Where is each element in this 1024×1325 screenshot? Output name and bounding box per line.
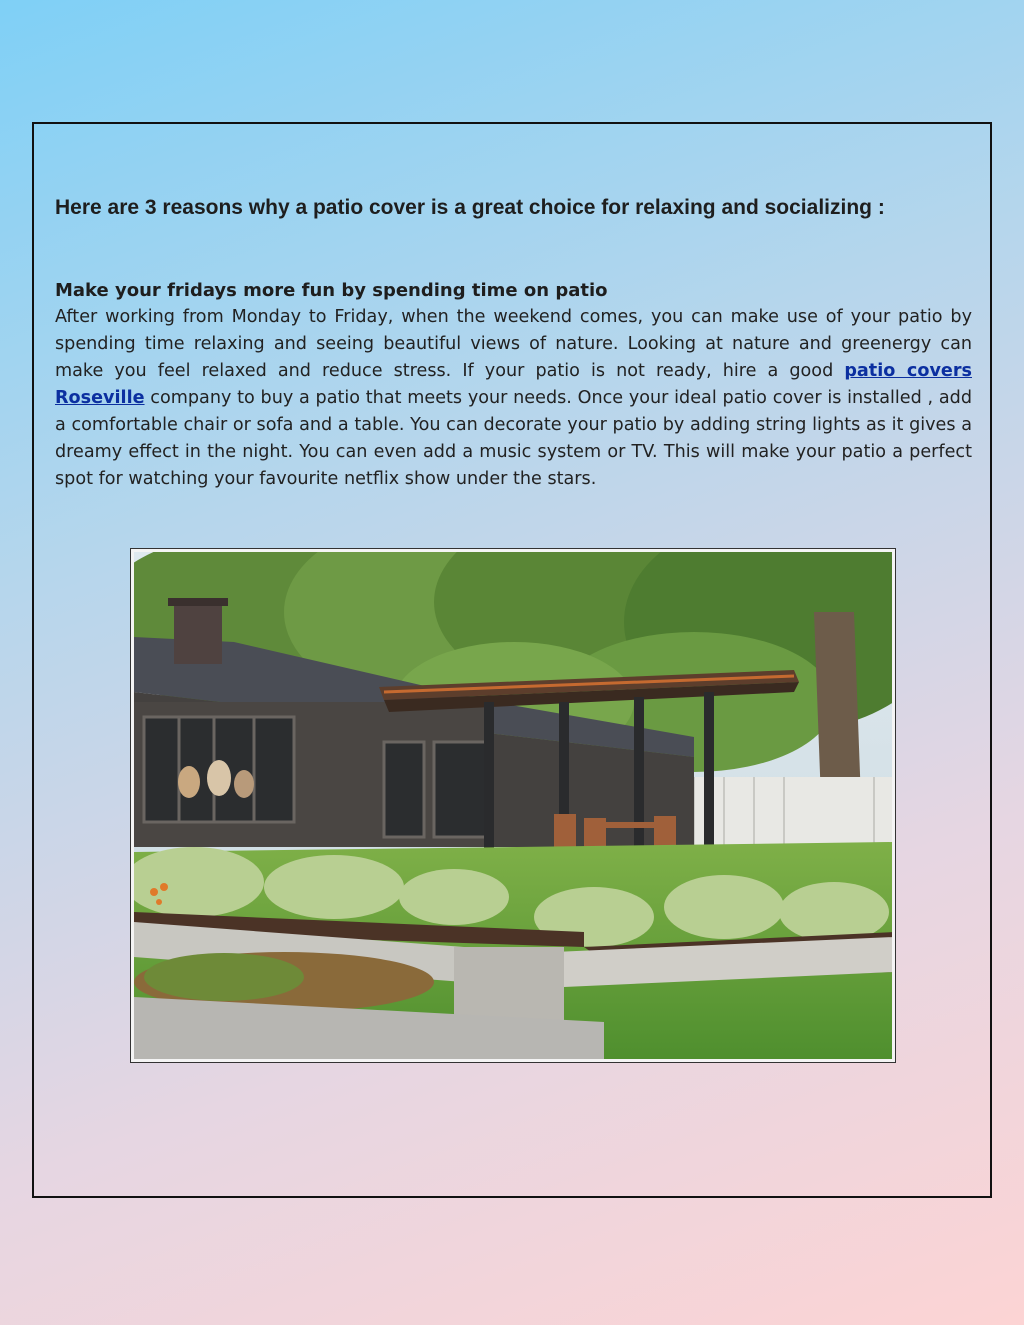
body-text-part-2: company to buy a patio that meets your needs. Once your ideal patio cover is installed , add a comfortable chair or sofa and a table. You can decorate your patio by adding string lights as it gives a dreamy effect in the night. You can even add a music system or TV. This will make your patio a perfect spot for watching your favourite netflix show under the stars. (55, 388, 972, 489)
patio-covers-roseville-link[interactable]: patio covers Roseville (55, 361, 972, 408)
patio-photo (130, 548, 896, 1063)
section-title: Make your fridays more fun by spending time on patio (55, 280, 608, 301)
body-text-part-1: After working from Monday to Friday, when the weekend comes, you can make use of your patio by spending time relaxing and seeing beautiful views of nature. Looking at nature and greenergy can make you feel relaxed and reduce stress. If your patio is not ready, hire a good (55, 307, 972, 381)
patio-photo-illustration (134, 552, 892, 1059)
section-body (55, 304, 972, 493)
page-heading: Here are 3 reasons why a patio cover is a great choice for relaxing and socializing : (55, 196, 885, 219)
